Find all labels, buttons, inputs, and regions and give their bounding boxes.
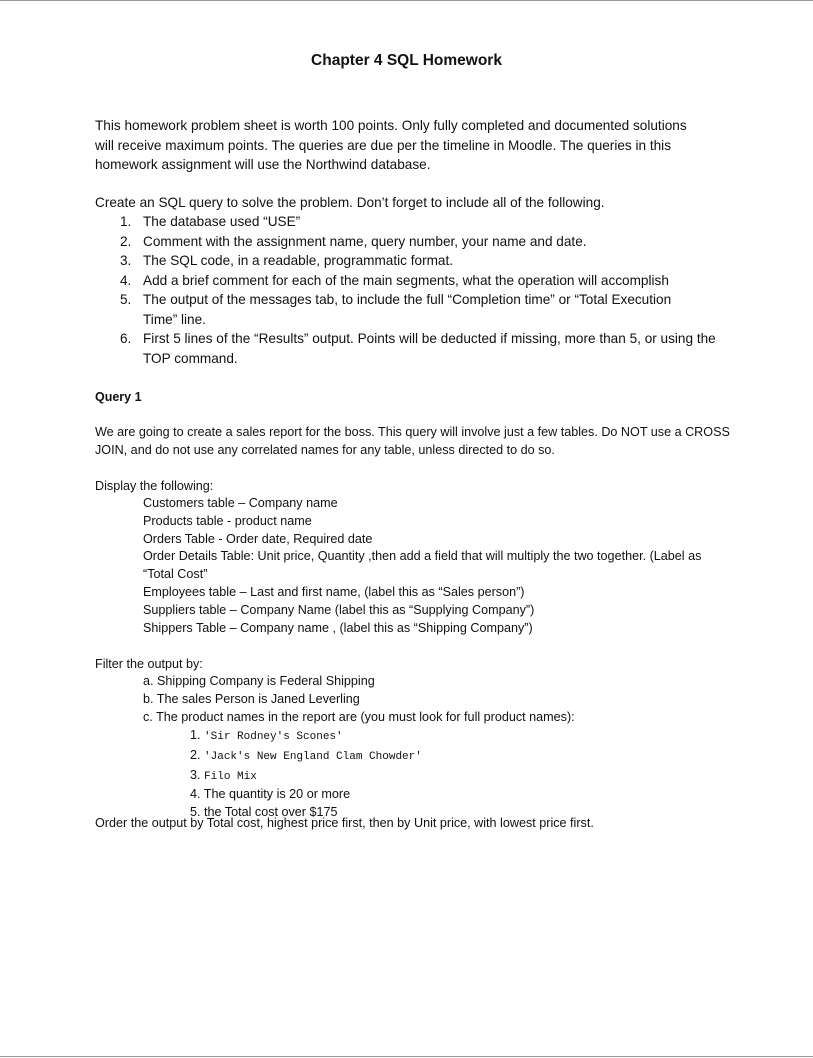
requirement-number: 1. [120, 214, 132, 229]
display-item [143, 548, 768, 584]
product-item [190, 786, 750, 804]
display-text: Shippers Table – Company name , (label this as “Shipping Company”) [143, 620, 533, 635]
intro-paragraph [95, 116, 755, 175]
requirements-lead: Create an SQL query to solve the problem. Don’t forget to include all of the following. [95, 195, 605, 210]
display-list [143, 495, 768, 637]
product-name: 'Jack's New England Clam Chowder' [204, 750, 422, 763]
product-number: 5. [190, 805, 205, 820]
display-text: Orders Table - Order date, Required date [143, 531, 373, 546]
order-by-instruction: Order the output by Total cost, highest price first, then by Unit price, with lowest price first. [95, 816, 594, 830]
display-text: Order Details Table: Unit price, Quantity ,then add a field that will multiply the two together. (Label as [143, 549, 702, 564]
filter-item: a. Shipping Company is Federal Shipping [143, 674, 375, 688]
requirement-text: TOP command. [143, 350, 238, 366]
requirement-number: 5. [120, 292, 132, 307]
display-text: “Total Cost” [143, 567, 208, 582]
product-item [190, 747, 750, 767]
page-top-rule [0, 0, 813, 1]
requirement-item [95, 329, 785, 368]
requirement-item [95, 232, 785, 252]
requirements-list [95, 212, 785, 368]
filter-item: c. The product names in the report are (you must look for full product names): [143, 709, 575, 724]
requirement-item [95, 290, 785, 329]
requirement-number: 6. [120, 331, 132, 346]
intro-line: will receive maximum points. The queries are due per the timeline in Moodle. The queries in this [95, 137, 672, 153]
display-item [143, 531, 768, 549]
requirement-item [95, 251, 785, 271]
product-number: 2. [190, 747, 205, 762]
display-text: Suppliers table – Company Name (label this as “Supplying Company”) [143, 602, 535, 617]
requirement-number: 3. [120, 253, 132, 268]
filter-lead: Filter the output by: [95, 657, 203, 671]
display-text: Products table - product name [143, 513, 312, 528]
requirement-text: First 5 lines of the “Results” output. Points will be deducted if missing, more than 5, or using the [143, 331, 716, 346]
requirement-item [95, 212, 785, 232]
requirement-text: Comment with the assignment name, query number, your name and date. [143, 233, 587, 249]
product-number: 4. [190, 787, 204, 802]
product-number: 1. [190, 728, 205, 742]
display-text: Customers table – Company name [143, 496, 338, 510]
intro-line: homework assignment will use the Northwind database. [95, 157, 431, 172]
display-item [143, 584, 768, 602]
display-item [143, 513, 768, 531]
requirement-text: Time” line. [143, 311, 206, 327]
requirement-item [95, 271, 785, 291]
page-bottom-rule [0, 1056, 813, 1057]
filter-item: b. The sales Person is Janed Leverling [143, 691, 360, 706]
product-name: Filo Mix [204, 770, 257, 783]
filter-condition: The quantity is 20 or more [203, 787, 351, 802]
display-text: Employees table – Last and first name, (label this as “Sales person”) [143, 584, 525, 599]
product-name: 'Sir Rodney's Scones' [204, 731, 343, 743]
product-item [190, 767, 750, 787]
requirement-text: The output of the messages tab, to include the full “Completion time” or “Total Execution [143, 292, 672, 307]
product-item [190, 727, 750, 747]
display-item [143, 602, 768, 620]
display-item [143, 620, 768, 638]
query-line: We are going to create a sales report for the boss. This query will involve just a few tables. Do NOT use a CROSS [95, 425, 730, 439]
query-description [95, 423, 775, 459]
query-heading: Query 1 [95, 390, 142, 404]
requirement-number: 4. [120, 272, 132, 288]
requirement-number: 2. [120, 233, 132, 249]
display-lead: Display the following: [95, 479, 214, 493]
filter-condition: the Total cost over $175 [204, 805, 338, 820]
filter-list [143, 673, 763, 726]
requirement-text: The database used “USE” [143, 214, 301, 229]
page-title: Chapter 4 SQL Homework [311, 52, 502, 69]
product-list [190, 727, 750, 822]
product-number: 3. [190, 767, 205, 782]
requirement-text: Add a brief comment for each of the main segments, what the operation will accomplish [143, 272, 669, 288]
display-item [143, 495, 768, 513]
requirement-text: The SQL code, in a readable, programmatic format. [143, 253, 454, 268]
query-line: JOIN, and do not use any correlated names for any table, unless directed to do so. [95, 443, 555, 457]
intro-line: This homework problem sheet is worth 100 points. Only fully completed and documented solutions [95, 118, 687, 133]
